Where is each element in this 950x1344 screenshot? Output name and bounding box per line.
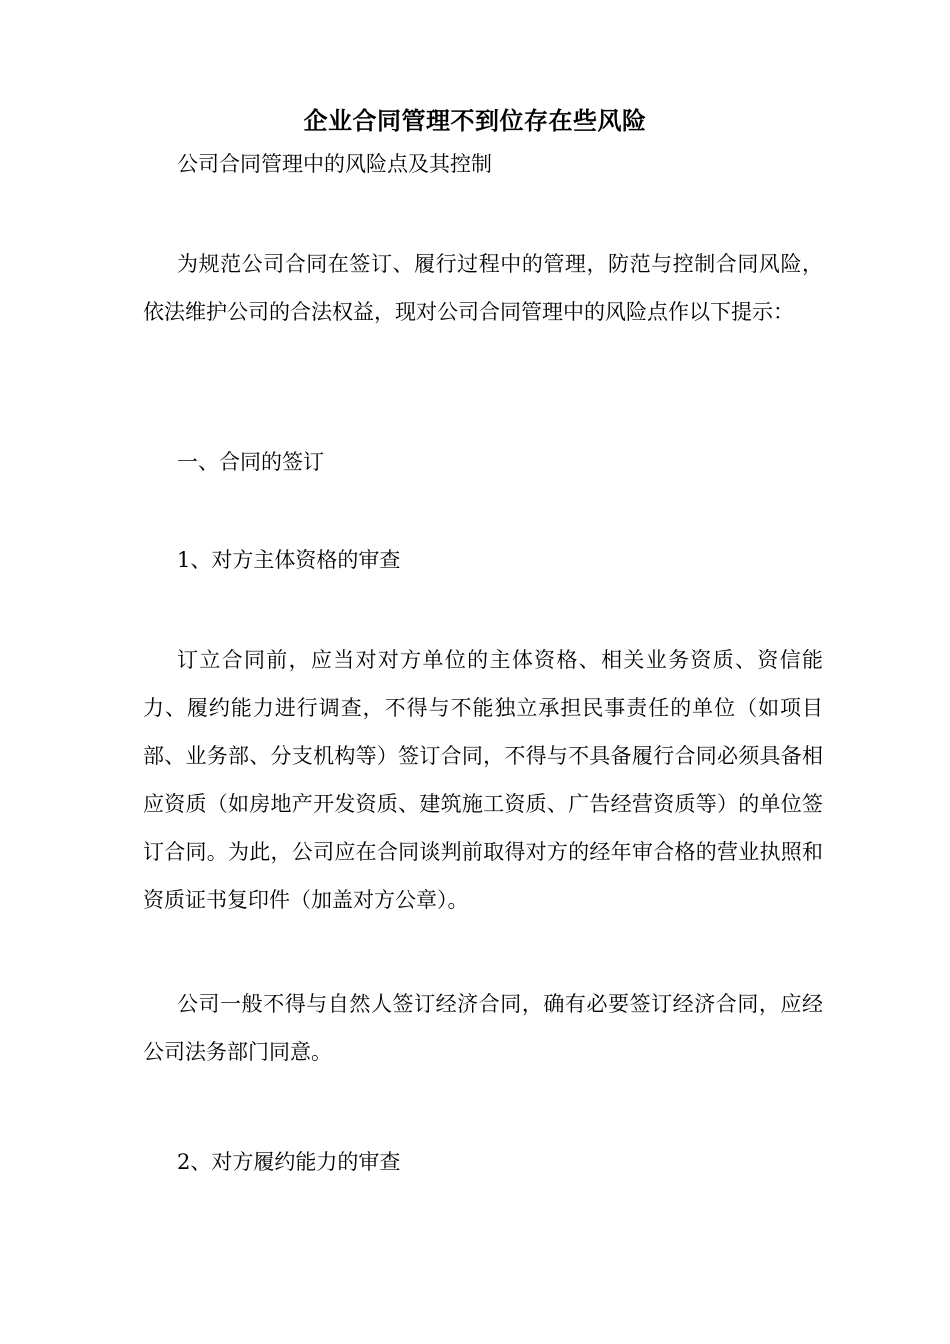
natural-person-paragraph: 公司一般不得与自然人签订经济合同，确有必要签订经济合同，应经公司法务部门同意。: [143, 992, 823, 1064]
qualification-paragraph: 订立合同前，应当对对方单位的主体资格、相关业务资质、资信能力、履约能力进行调查，不得与不能独立承担民事责任的单位（如项目部、业务部、分支机构等）签订合同，不得与不具备履行合同必须具备相应资质（如房地产开发资质、建筑施工资质、广告经营资质等）的单位签订合同。为此，公司应在合同谈判前取得对方的经年审合格的营业执照和资质证书复印件（加盖对方公章）。: [143, 648, 823, 912]
item-heading-qualification-review: 1、对方主体资格的审查: [177, 548, 401, 572]
intro-paragraph: 为规范公司合同在签订、履行过程中的管理，防范与控制合同风险，依法维护公司的合法权益，现对公司合同管理中的风险点作以下提示：: [143, 252, 823, 324]
document-subtitle: 公司合同管理中的风险点及其控制: [177, 152, 492, 176]
document-title: 企业合同管理不到位存在些风险: [303, 106, 647, 135]
section-heading-contract-signing: 一、合同的签订: [177, 450, 324, 474]
item-heading-performance-review: 2、对方履约能力的审查: [177, 1150, 401, 1174]
